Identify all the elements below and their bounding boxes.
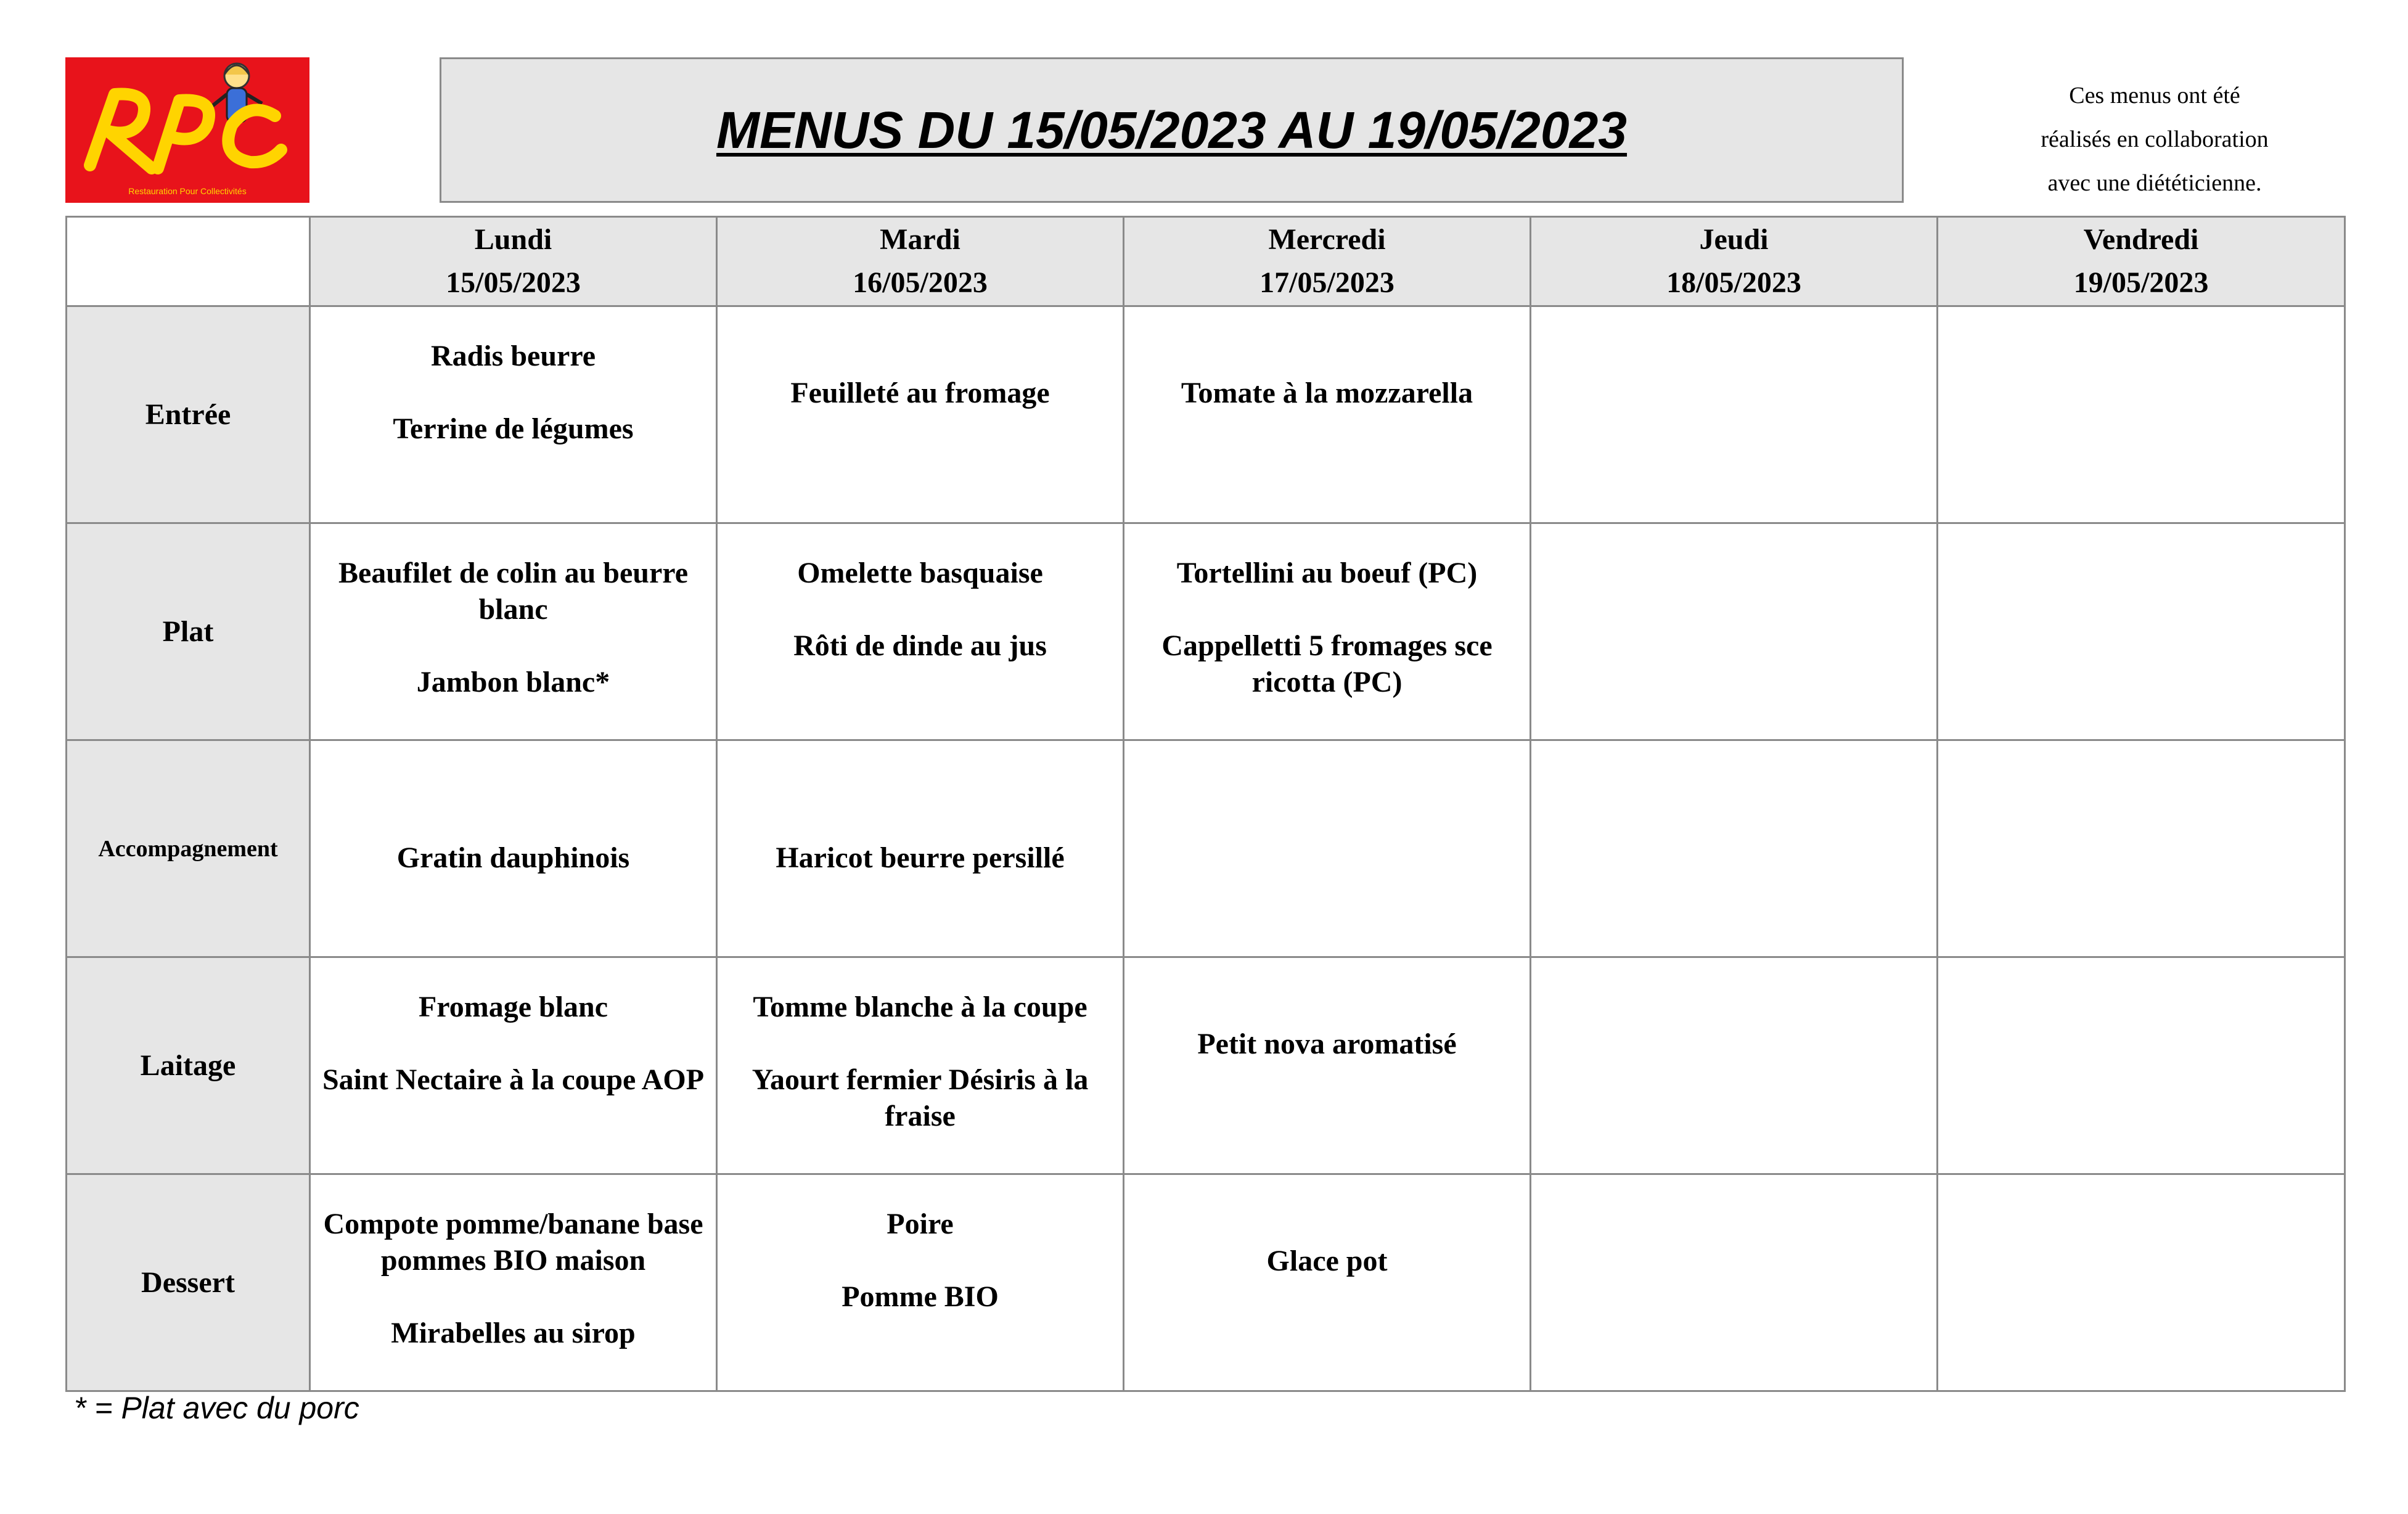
menu-item: Compote pomme/banane base pommes BIO maison xyxy=(323,1208,703,1277)
menu-cell-empty xyxy=(1124,740,1531,957)
menu-cell-empty xyxy=(1938,740,2345,957)
menu-item: Fromage blanc xyxy=(418,991,608,1023)
menu-cell xyxy=(717,306,1124,523)
menu-cell-empty xyxy=(1938,306,2345,523)
menu-cell xyxy=(1124,306,1531,523)
menu-cell-empty xyxy=(1938,523,2345,740)
day-header-lundi xyxy=(310,217,717,306)
menu-item: Haricot beurre persillé xyxy=(776,841,1065,874)
day-name: Lundi xyxy=(474,223,552,256)
menu-item: Jambon blanc* xyxy=(416,666,610,698)
day-header-mercredi xyxy=(1124,217,1531,306)
menu-cell xyxy=(717,523,1124,740)
menu-cell xyxy=(310,523,717,740)
menu-cell-empty xyxy=(1531,957,1938,1174)
day-header-mardi xyxy=(717,217,1124,306)
row-dessert xyxy=(67,1174,2345,1391)
menu-item: Tomate à la mozzarella xyxy=(1181,377,1473,409)
menu-cell xyxy=(717,957,1124,1174)
menu-cell xyxy=(310,957,717,1174)
row-label: Entrée xyxy=(67,306,310,523)
menu-item: Yaourt fermier Désiris à la fraise xyxy=(751,1063,1089,1132)
menu-cell-empty xyxy=(1531,1174,1938,1391)
menu-cell xyxy=(1124,957,1531,1174)
page-title: MENUS DU 15/05/2023 AU 19/05/2023 xyxy=(716,100,1628,159)
menu-item: Terrine de légumes xyxy=(393,412,634,445)
row-label: Plat xyxy=(67,523,310,740)
menu-cell xyxy=(1124,1174,1531,1391)
rpc-logo xyxy=(65,57,309,203)
menu-item: Mirabelles au sirop xyxy=(391,1317,636,1349)
menu-item: Tomme blanche à la coupe xyxy=(753,991,1087,1023)
row-entree xyxy=(67,306,2345,523)
menu-item: Radis beurre xyxy=(430,340,596,372)
menu-cell xyxy=(310,1174,717,1391)
menu-item: Tortellini au boeuf (PC) xyxy=(1176,557,1478,589)
menu-cell xyxy=(310,306,717,523)
header-row xyxy=(67,217,2345,306)
day-header-vendredi xyxy=(1938,217,2345,306)
menu-item: Pomme BIO xyxy=(842,1280,999,1313)
title-box xyxy=(440,57,1904,203)
menu-item: Petit nova aromatisé xyxy=(1197,1028,1457,1060)
menu-cell xyxy=(1124,523,1531,740)
menu-cell-empty xyxy=(1938,1174,2345,1391)
corner-cell xyxy=(67,217,310,306)
day-header-jeudi xyxy=(1531,217,1938,306)
menu-cell xyxy=(717,1174,1124,1391)
day-date: 15/05/2023 xyxy=(446,266,581,299)
menu-cell xyxy=(310,740,717,957)
menu-table xyxy=(65,216,2346,1392)
menu-cell-empty xyxy=(1531,306,1938,523)
menu-item: Cappelletti 5 fromages sce ricotta (PC) xyxy=(1161,629,1493,698)
day-date: 16/05/2023 xyxy=(853,266,988,299)
day-date: 19/05/2023 xyxy=(2073,266,2209,299)
menu-item: Rôti de dinde au jus xyxy=(793,629,1047,662)
row-laitage xyxy=(67,957,2345,1174)
menu-cell-empty xyxy=(1531,523,1938,740)
row-plat xyxy=(67,523,2345,740)
menu-item: Poire xyxy=(887,1208,954,1240)
row-label: Dessert xyxy=(67,1174,310,1391)
row-accompagnement xyxy=(67,740,2345,957)
day-name: Mercredi xyxy=(1268,223,1386,256)
day-name: Jeudi xyxy=(1699,223,1769,256)
menu-item: Beaufilet de colin au beurre blanc xyxy=(338,557,689,626)
menu-item: Gratin dauphinois xyxy=(396,841,630,874)
day-date: 18/05/2023 xyxy=(1666,266,1801,299)
dietitian-note xyxy=(1930,74,2380,205)
menu-item: Feuilleté au fromage xyxy=(790,377,1050,409)
note-line: Ces menus ont été xyxy=(2069,83,2240,108)
row-label: Laitage xyxy=(67,957,310,1174)
pork-footnote: * = Plat avec du porc xyxy=(74,1391,359,1425)
day-name: Vendredi xyxy=(2083,223,2199,256)
menu-cell xyxy=(717,740,1124,957)
row-label: Accompagnement xyxy=(67,740,310,957)
note-line: avec une diététicienne. xyxy=(2047,170,2262,196)
logo-tagline: Restauration Pour Collectivités xyxy=(128,186,247,196)
menu-item: Saint Nectaire à la coupe AOP xyxy=(322,1063,705,1096)
day-date: 17/05/2023 xyxy=(1259,266,1394,299)
menu-cell-empty xyxy=(1531,740,1938,957)
menu-item: Omelette basquaise xyxy=(797,557,1043,589)
menu-cell-empty xyxy=(1938,957,2345,1174)
menu-item: Glace pot xyxy=(1266,1245,1388,1277)
day-name: Mardi xyxy=(880,223,960,256)
note-line: réalisés en collaboration xyxy=(2041,126,2269,152)
